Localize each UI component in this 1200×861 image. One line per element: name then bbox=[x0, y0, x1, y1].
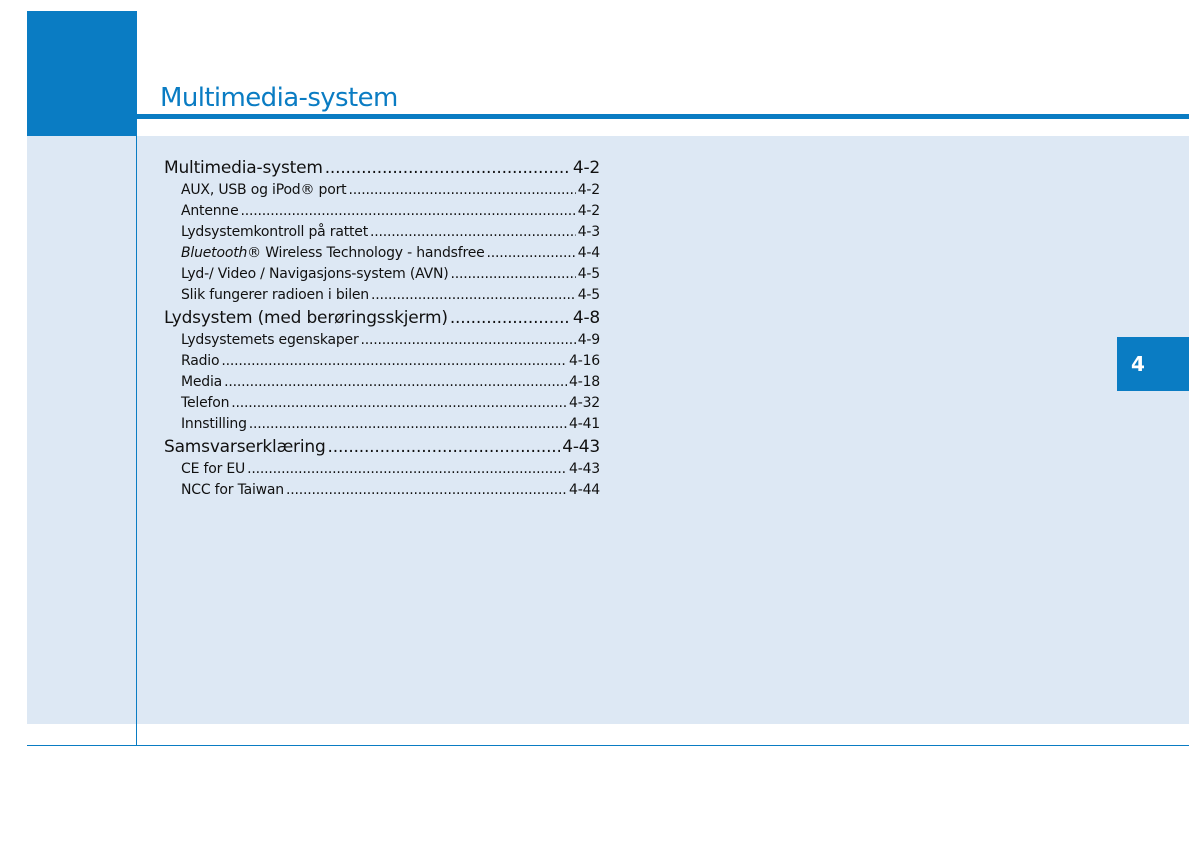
toc-subsection-entry[interactable] bbox=[164, 351, 600, 372]
toc-subsection-entry[interactable] bbox=[164, 285, 600, 306]
toc-dot-leader bbox=[451, 264, 576, 285]
toc-entry-label bbox=[181, 222, 368, 243]
toc-entry-label-text: Lydsystemkontroll på rattet bbox=[181, 224, 369, 240]
toc-dot-leader bbox=[286, 480, 567, 501]
toc-entry-label bbox=[181, 330, 359, 351]
toc-dot-leader bbox=[224, 372, 567, 393]
toc-entry-label bbox=[164, 156, 323, 180]
toc-page-number: 4-5 bbox=[577, 266, 600, 282]
toc-entry-label-text: Telefon bbox=[181, 395, 230, 411]
toc-dot-leader bbox=[450, 306, 571, 330]
toc-section-entry[interactable] bbox=[164, 435, 600, 459]
toc-subsection-entry[interactable] bbox=[164, 480, 600, 501]
toc-entry-label-text: Lydsystemets egenskaper bbox=[181, 332, 359, 348]
corner-color-block bbox=[27, 11, 137, 136]
toc-dot-leader bbox=[249, 414, 567, 435]
bottom-rule bbox=[27, 745, 1189, 746]
chapter-number: 4 bbox=[1131, 352, 1145, 376]
toc-page-number: 4-4 bbox=[577, 245, 600, 261]
toc-entry-label bbox=[181, 393, 229, 414]
toc-page-number: 4-16 bbox=[569, 353, 600, 369]
toc-page-number: 4-43 bbox=[562, 437, 600, 457]
toc-dot-leader bbox=[348, 180, 575, 201]
toc-entry-label-text: NCC for Taiwan bbox=[181, 482, 284, 498]
toc-dot-leader bbox=[487, 243, 576, 264]
toc-page-number: 4-41 bbox=[569, 416, 600, 432]
toc-entry-label-text: Innstilling bbox=[181, 416, 247, 432]
toc-subsection-entry[interactable] bbox=[164, 459, 600, 480]
toc-dot-leader bbox=[370, 222, 576, 243]
toc-dot-leader bbox=[361, 330, 576, 351]
toc-entry-label bbox=[164, 435, 326, 459]
toc-dot-leader bbox=[247, 459, 567, 480]
toc-page-number: 4-43 bbox=[569, 461, 600, 477]
toc-entry-label bbox=[181, 414, 247, 435]
toc-page-number: 4-2 bbox=[572, 158, 600, 178]
toc-subsection-entry[interactable] bbox=[164, 414, 600, 435]
toc-page-number: 4-18 bbox=[569, 374, 600, 390]
toc-subsection-entry[interactable] bbox=[164, 372, 600, 393]
toc-page-number: 4-8 bbox=[572, 308, 600, 328]
toc-subsection-entry[interactable] bbox=[164, 330, 600, 351]
toc-page-number: 4-2 bbox=[577, 203, 600, 219]
toc-page-number: 4-5 bbox=[577, 287, 600, 303]
toc-entry-label bbox=[181, 285, 369, 306]
toc-page-number: 4-2 bbox=[577, 182, 600, 198]
toc-dot-leader bbox=[241, 201, 576, 222]
toc-entry-label-text: Lyd-/ Video / Navigasjons-system (AVN) bbox=[181, 266, 449, 282]
toc-subsection-entry[interactable] bbox=[164, 243, 600, 264]
toc-dot-leader bbox=[371, 285, 576, 306]
toc-subsection-entry[interactable] bbox=[164, 180, 600, 201]
toc-dot-leader bbox=[231, 393, 567, 414]
toc-entry-label-text: AUX, USB og iPod® port bbox=[181, 182, 347, 198]
toc-section-entry[interactable] bbox=[164, 156, 600, 180]
toc-page-number: 4-9 bbox=[577, 332, 600, 348]
toc-subsection-entry[interactable] bbox=[164, 264, 600, 285]
toc-entry-label bbox=[164, 306, 448, 330]
toc-entry-label-text: Lydsystem (med berøringsskjerm) bbox=[164, 308, 448, 328]
toc-entry-label-text: Samsvarserklæring bbox=[164, 437, 326, 457]
toc-entry-label bbox=[181, 480, 284, 501]
toc-entry-label bbox=[181, 459, 245, 480]
toc-entry-label bbox=[181, 243, 485, 264]
left-vertical-rule bbox=[136, 11, 137, 746]
toc-entry-label bbox=[181, 264, 449, 285]
toc-dot-leader bbox=[325, 156, 571, 180]
toc-entry-label-text: Multimedia-system bbox=[164, 158, 323, 178]
toc-subsection-entry[interactable] bbox=[164, 201, 600, 222]
chapter-tab[interactable] bbox=[1117, 337, 1189, 391]
toc-entry-label bbox=[181, 351, 219, 372]
toc-page-number: 4-44 bbox=[569, 482, 600, 498]
toc-entry-label bbox=[181, 201, 239, 222]
toc-entry-label-text: Radio bbox=[181, 353, 220, 369]
toc-page-number: 4-3 bbox=[577, 224, 600, 240]
toc-subsection-entry[interactable] bbox=[164, 393, 600, 414]
toc-dot-leader bbox=[328, 435, 561, 459]
toc-entry-label-text: Media bbox=[181, 374, 223, 390]
toc-dot-leader bbox=[221, 351, 567, 372]
toc-entry-label-italic: Bluetooth bbox=[181, 245, 248, 261]
toc-entry-label-text: Slik fungerer radioen i bilen bbox=[181, 287, 369, 303]
toc-entry-label-text: Antenne bbox=[181, 203, 239, 219]
toc-section-entry[interactable] bbox=[164, 306, 600, 330]
toc-page-number: 4-32 bbox=[569, 395, 600, 411]
table-of-contents bbox=[164, 156, 600, 501]
toc-entry-label-text: ® Wireless Technology - handsfree bbox=[247, 245, 485, 261]
toc-entry-label-text: CE for EU bbox=[181, 461, 246, 477]
toc-entry-label bbox=[181, 372, 222, 393]
toc-entry-label bbox=[181, 180, 346, 201]
page-title: Multimedia-system bbox=[160, 83, 398, 113]
toc-subsection-entry[interactable] bbox=[164, 222, 600, 243]
